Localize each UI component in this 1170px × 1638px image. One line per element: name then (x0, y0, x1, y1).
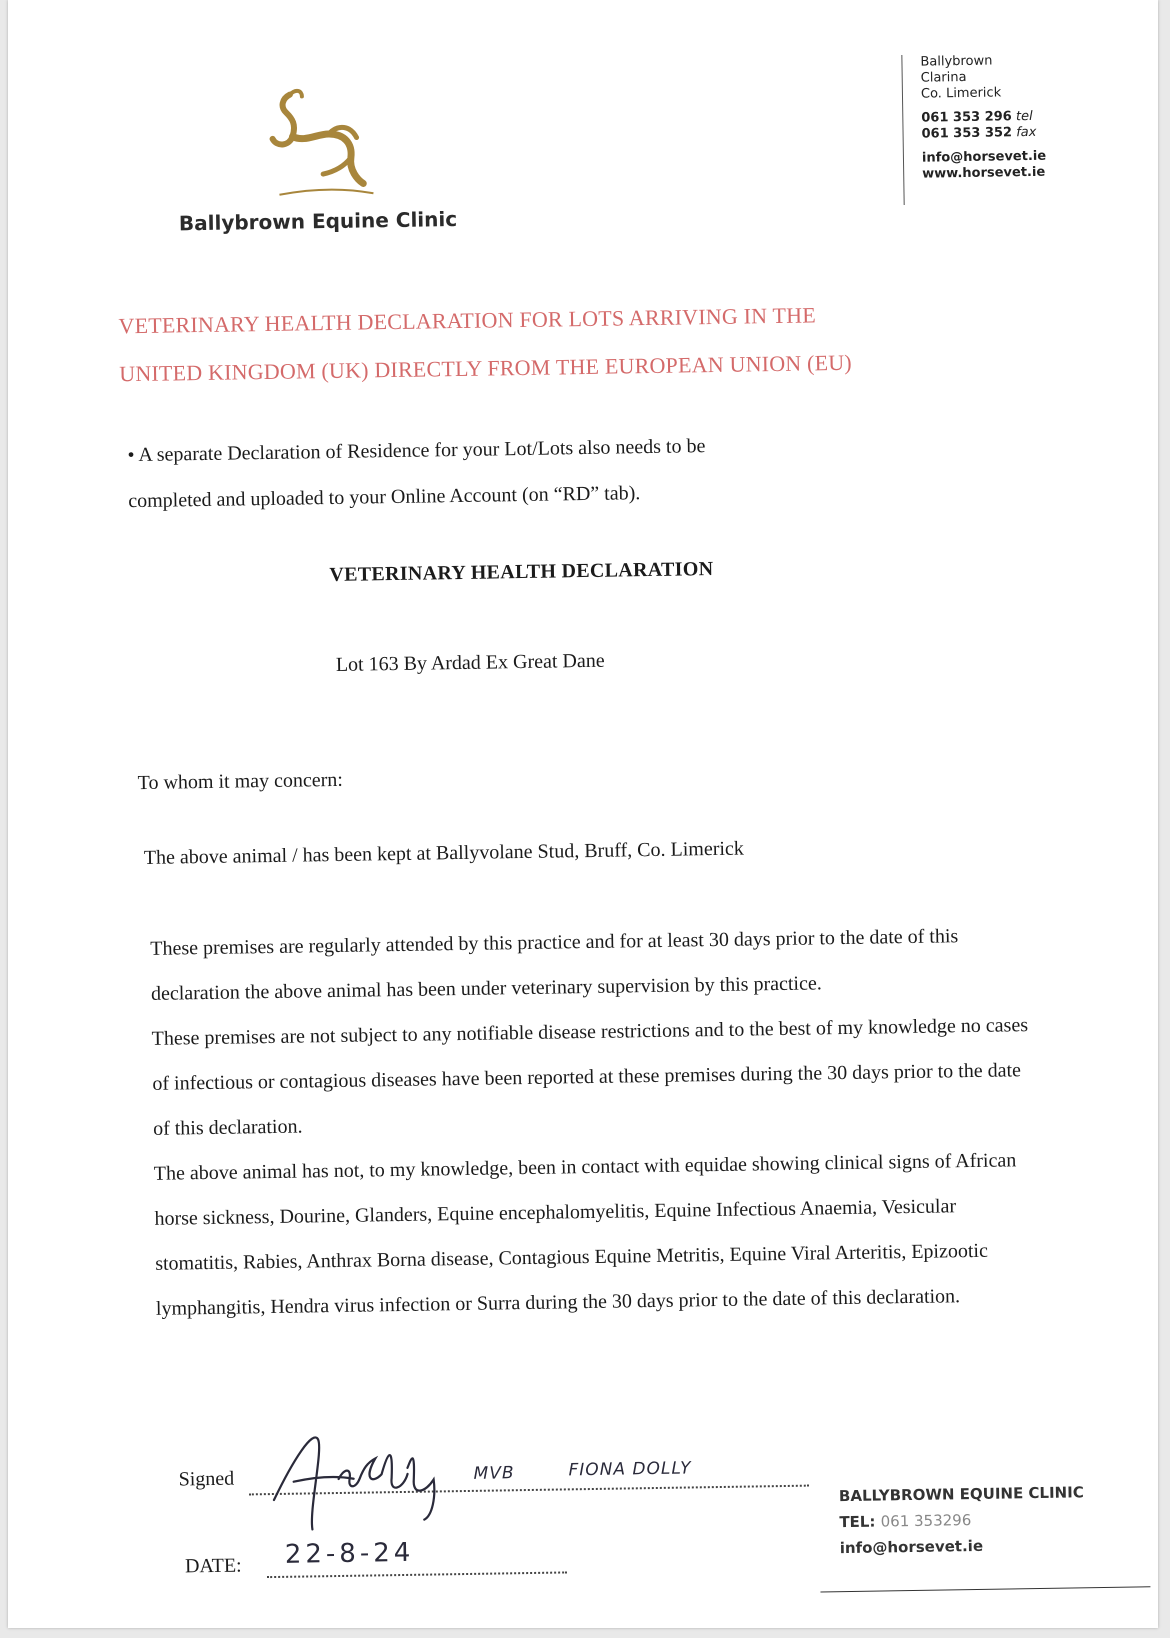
signature-row (168, 1436, 819, 1526)
phone-label: tel (1015, 108, 1033, 125)
salutation: To whom it may concern: (137, 768, 344, 795)
signed-label: Signed (178, 1467, 235, 1491)
stamp-tel-value: 061 353296 (880, 1511, 972, 1531)
clinic-stamp (839, 1479, 1085, 1561)
sheet (8, 0, 1158, 1628)
declaration-heading (118, 290, 919, 399)
lot-description: Lot 163 By Ardad Ex Great Dane (335, 649, 605, 676)
clinic-address (901, 53, 1047, 205)
fax-number: 061 353 352 (921, 125, 1013, 142)
declaration-heading-line-1: VETERINARY HEALTH DECLARATION FOR LOTS ARRIVING IN THE (118, 302, 817, 339)
stamp-title: BALLYBROWN EQUINE CLINIC (838, 1483, 1084, 1506)
declaration-body (150, 913, 1036, 1332)
paragraph-supervision: These premises are regularly attended by this practice and for at least 30 days prior to the date of this declaration the above animal has been under veterinary supervision by this practice. (150, 925, 959, 1005)
date-dotted-line (267, 1571, 567, 1578)
declaration-heading-line-2: UNITED KINGDOM (UK) DIRECTLY FROM THE EUROPEAN UNION (EU) (119, 349, 853, 387)
address-line-3: Co. Limerick (920, 85, 1002, 102)
kept-statement: The above animal / has been kept at Ballyvolane Stud, Bruff, Co. Limerick (143, 837, 744, 869)
email-link: info@horsevet.ie (921, 148, 1047, 166)
date-value: 22-8-24 (284, 1537, 415, 1570)
residence-note-line-1: • A separate Declaration of Residence for your Lot/Lots also needs to be (127, 435, 706, 467)
website-link: www.horsevet.ie (922, 164, 1046, 182)
phone-number: 061 353 296 (921, 109, 1012, 126)
paragraph-diseases: The above animal has not, to my knowledge, been in contact with equidae showing clinical signs of African horse sickness, Dourine, Glanders, Equine encephalomyelitis, Equine Infectious Anaemia, Vesicular stomatitis, Rabies, Anthrax Borna disease, Contagious Equine Metritis, Equine Viral Arteritis, Epizootic lymphangitis, Hendra virus infection or Surra during the 30 days prior to the date of this declaration. (153, 1149, 1017, 1320)
residence-note (127, 420, 908, 524)
address-line-1: Ballybrown (920, 53, 993, 70)
horse-logo-icon (252, 83, 394, 205)
fax-line (921, 125, 1045, 143)
signature-printed-name: FIONA DOLLY (568, 1458, 692, 1481)
document-page (8, 0, 1158, 1628)
handwritten-signature (263, 1417, 465, 1540)
address-line-2: Clarina (920, 69, 967, 86)
phone-line (921, 109, 1045, 127)
stamp-email: info@horsevet.ie (839, 1536, 984, 1558)
date-label: DATE: (184, 1554, 242, 1578)
signature-qualification: MVB (473, 1463, 515, 1484)
clinic-name: Ballybrown Equine Clinic (178, 206, 458, 236)
date-row (175, 1535, 576, 1581)
bottom-rule (820, 1586, 1150, 1592)
residence-note-line-2: completed and uploaded to your Online Account (on “RD” tab). (128, 482, 641, 513)
stamp-phone (839, 1505, 1084, 1535)
main-title: VETERINARY HEALTH DECLARATION (329, 558, 714, 587)
fax-label: fax (1016, 124, 1037, 141)
paragraph-restrictions: These premises are not subject to any notifiable disease restrictions and to the best of my knowledge no cases of infectious or contagious diseases have been reported at these premises during the 30 days prior to the date of this declaration. (151, 1014, 1029, 1140)
stamp-tel-label: TEL: (839, 1512, 876, 1532)
